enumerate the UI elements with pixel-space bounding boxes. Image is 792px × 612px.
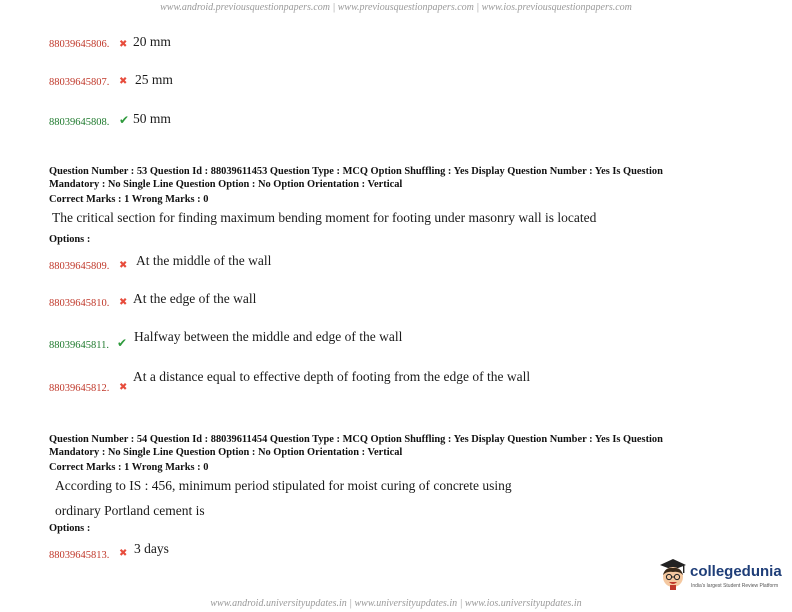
question-meta-line1: Question Number : 53 Question Id : 88039611453 Question Type : MCQ Option Shuffling : Yes Display Question Number : Yes Is Question: [49, 166, 663, 177]
cross-mark-icon: ✖: [119, 260, 128, 271]
cross-mark-icon: ✖: [119, 382, 128, 393]
option-id: 88039645806.: [49, 39, 110, 50]
cross-mark-icon: ✖: [119, 76, 128, 87]
question-meta-line2: Mandatory : No Single Line Question Option : No Option Orientation : Vertical: [49, 179, 403, 190]
brand-tagline: India's largest Student Review Platform: [691, 583, 779, 589]
option-id: 88039645813.: [49, 550, 110, 561]
question-meta-line2: Mandatory : No Single Line Question Option : No Option Orientation : Vertical: [49, 447, 403, 458]
option-text: At the edge of the wall: [133, 291, 257, 306]
option-id: 88039645808.: [49, 117, 110, 128]
option-text: 25 mm: [135, 72, 173, 87]
option-id: 88039645809.: [49, 261, 110, 272]
option-text: 20 mm: [133, 34, 171, 49]
check-mark-icon: ✔: [117, 336, 128, 350]
check-mark-icon: ✔: [119, 113, 130, 127]
option-id: 88039645811.: [49, 340, 109, 351]
question-text-line1: According to IS : 456, minimum period stipulated for moist curing of concrete using: [55, 478, 512, 493]
option-text: 3 days: [134, 541, 169, 556]
question-text: The critical section for finding maximum bending moment for footing under masonry wall is located: [52, 210, 597, 225]
cross-mark-icon: ✖: [119, 297, 128, 308]
cross-mark-icon: ✖: [119, 548, 128, 559]
options-label: Options :: [49, 234, 91, 245]
brand-name: collegedunia: [690, 563, 782, 580]
option-id: 88039645807.: [49, 77, 110, 88]
option-text: Halfway between the middle and edge of the wall: [134, 329, 403, 344]
option-id: 88039645812.: [49, 383, 110, 394]
option-text: At the middle of the wall: [136, 253, 272, 268]
question-marks: Correct Marks : 1 Wrong Marks : 0: [49, 462, 209, 473]
option-text: At a distance equal to effective depth of footing from the edge of the wall: [133, 369, 531, 384]
options-label: Options :: [49, 523, 91, 534]
footer-watermark: www.android.universityupdates.in | www.universityupdates.in | www.ios.universityupdates.in: [210, 598, 582, 609]
collegedunia-logo: [658, 557, 788, 597]
question-meta-line1: Question Number : 54 Question Id : 88039611454 Question Type : MCQ Option Shuffling : Yes Display Question Number : Yes Is Question: [49, 434, 663, 445]
question-text-line2: ordinary Portland cement is: [55, 503, 205, 518]
question-marks: Correct Marks : 1 Wrong Marks : 0: [49, 194, 209, 205]
header-watermark: www.android.previousquestionpapers.com | www.previousquestionpapers.com | www.ios.previousquestionpapers.com: [160, 2, 632, 13]
option-text: 50 mm: [133, 111, 171, 126]
graduate-mascot-icon: [658, 557, 688, 591]
option-id: 88039645810.: [49, 298, 110, 309]
cross-mark-icon: ✖: [119, 39, 128, 50]
